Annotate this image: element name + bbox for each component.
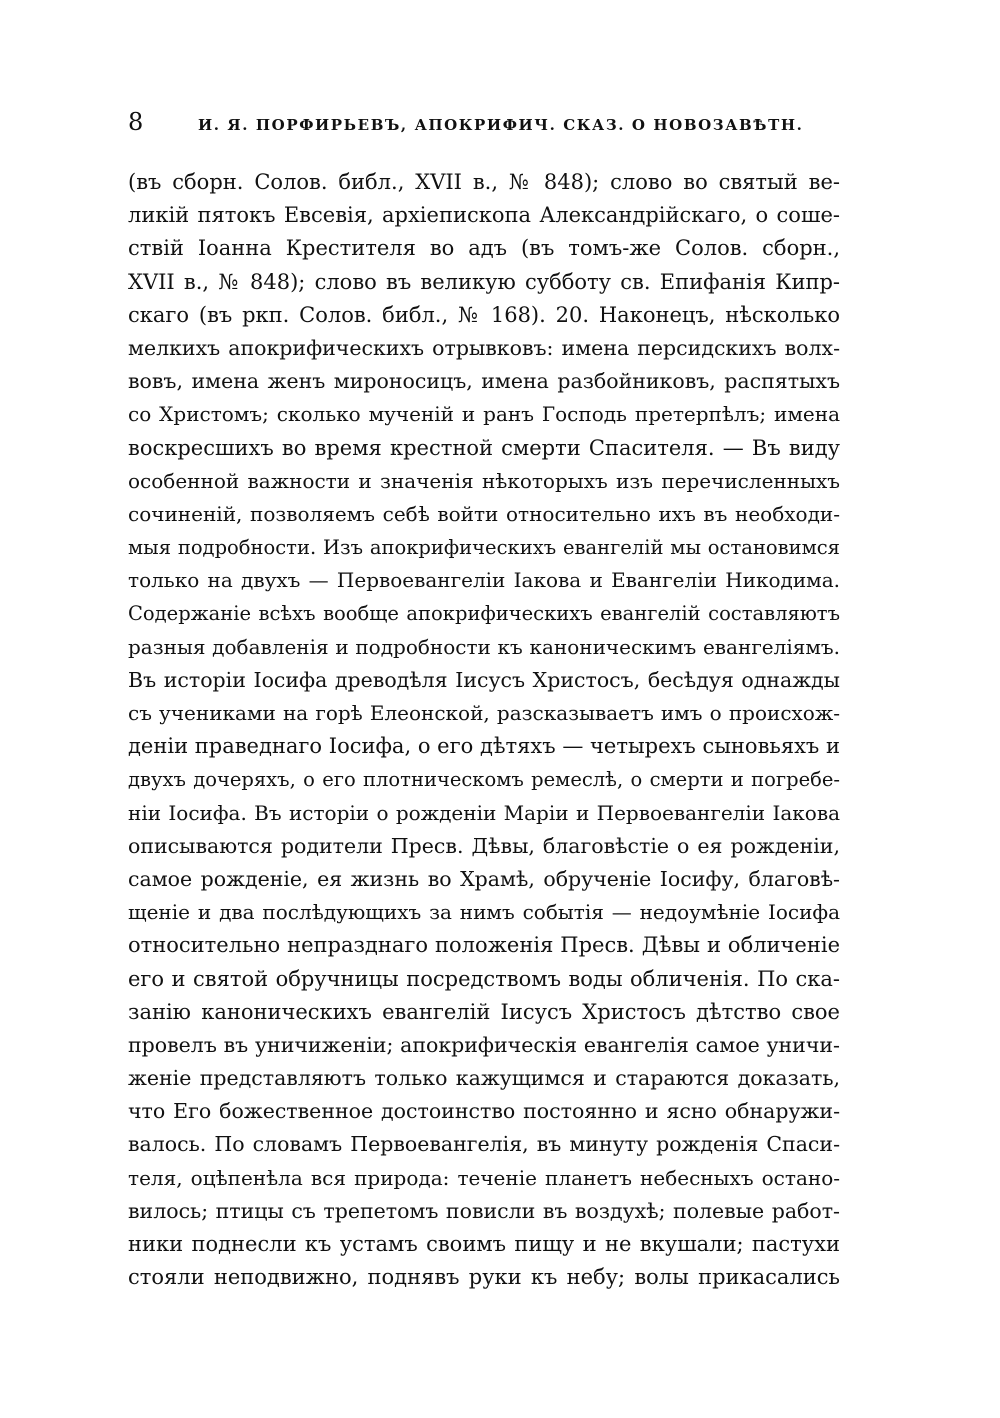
text-line: описываются родители Пресв. Дѣвы, благовѣстіе о ея рожденіи, (128, 833, 840, 858)
page-number: 8 (128, 108, 144, 136)
text-line: Въ исторіи Іосифа древодѣля Іисусъ Христосъ, бесѣдуя однажды (128, 667, 840, 692)
text-line: воскресшихъ во время крестной смерти Спасителя. — Въ виду (128, 435, 840, 460)
text-line: вовъ, имена женъ мироносицъ, имена разбойниковъ, распятыхъ (128, 369, 840, 394)
book-page (128, 108, 840, 1294)
text-line: (въ сборн. Солов. библ., XVII в., № 848); слово во святый ве- (128, 170, 840, 194)
text-line: теля, оцѣпенѣла вся природа: теченіе планетъ небесныхъ остано- (128, 1165, 840, 1190)
text-line: ликій пятокъ Евсевія, архіепископа Александрійскаго, о соше- (128, 203, 840, 228)
text-line: особенной важности и значенія нѣкоторыхъ изъ перечисленныхъ (128, 468, 840, 493)
text-line: ствій Іоанна Крестителя во адъ (въ томъ-же Солов. сборн., (128, 236, 840, 261)
text-line: съ учениками на горѣ Елеонской, разсказываетъ имъ о происхож- (128, 701, 840, 725)
text-line: его и святой обручницы посредствомъ воды обличенія. По ска- (128, 966, 840, 991)
text-line: двухъ дочеряхъ, о его плотническомъ ремеслѣ, о смерти и погребе- (128, 768, 840, 792)
text-line: ники поднесли къ устамъ своимъ пищу и не вкушали; пастухи (128, 1232, 840, 1256)
text-line: мыя подробности. Изъ апокрифическихъ евангелій мы остановимся (128, 536, 840, 560)
text-line: что Его божественное достоинство постоянно и ясно обнаружи- (128, 1099, 840, 1124)
text-line: самое рожденіе, ея жизнь во Храмѣ, обрученіе Іосифу, благовѣ- (128, 866, 840, 891)
running-head (128, 108, 840, 144)
text-line: мелкихъ апокрифическихъ отрывковъ: имена персидскихъ волх- (128, 335, 840, 360)
body-text (128, 166, 840, 1294)
text-line: разныя добавленія и подробности къ каноническимъ евангеліямъ. (128, 634, 840, 659)
text-line: валось. По словамъ Первоевангелія, въ минуту рожденія Спаси- (128, 1132, 840, 1157)
text-line: XVII в., № 848); слово въ великую субботу св. Епифанія Кипр- (128, 269, 840, 294)
text-line: со Христомъ; сколько мученій и ранъ Господь претерпѣлъ; имена (128, 402, 840, 427)
text-line: провелъ въ уничиженіи; апокрифическія евангелія самое уничи- (128, 1032, 840, 1057)
text-line: скаго (въ ркп. Солов. библ., № 168). 20. Наконецъ, нѣсколько (128, 302, 840, 327)
text-line: стояли неподвижно, поднявъ руки къ небу; волы прикасались (128, 1265, 840, 1290)
text-line: ніи Іосифа. Въ исторіи о рожденіи Маріи и Первоевангеліи Іакова (128, 800, 840, 825)
text-line: деніи праведнаго Іосифа, о его дѣтяхъ — четырехъ сыновьяхъ и (128, 734, 840, 759)
text-line: щеніе и два послѣдующихъ за нимъ событія — недоумѣніе Іосифа (128, 900, 840, 925)
text-line: сочиненій, позволяемъ себѣ войти относительно ихъ въ необходи- (128, 501, 840, 526)
text-line: вилось; птицы съ трепетомъ повисли въ воздухѣ; полевые работ- (128, 1198, 840, 1223)
text-line: только на двухъ — Первоевангеліи Іакова и Евангеліи Никодима. (128, 568, 840, 593)
text-line: занію каноническихъ евангелій Іисусъ Христосъ дѣтство свое (128, 999, 840, 1024)
text-line: Содержаніе всѣхъ вообще апокрифическихъ евангелій составляютъ (128, 602, 840, 626)
running-head-title: И. Я. ПОРФИРЬЕВЪ, АПОКРИФИЧ. СКАЗ. О НОВОЗАВѢТН. (198, 116, 804, 134)
text-line: женіе представляютъ только кажущимся и стараются доказать, (128, 1066, 840, 1091)
text-line: относительно непразднаго положенія Пресв. Дѣвы и обличеніе (128, 933, 840, 958)
